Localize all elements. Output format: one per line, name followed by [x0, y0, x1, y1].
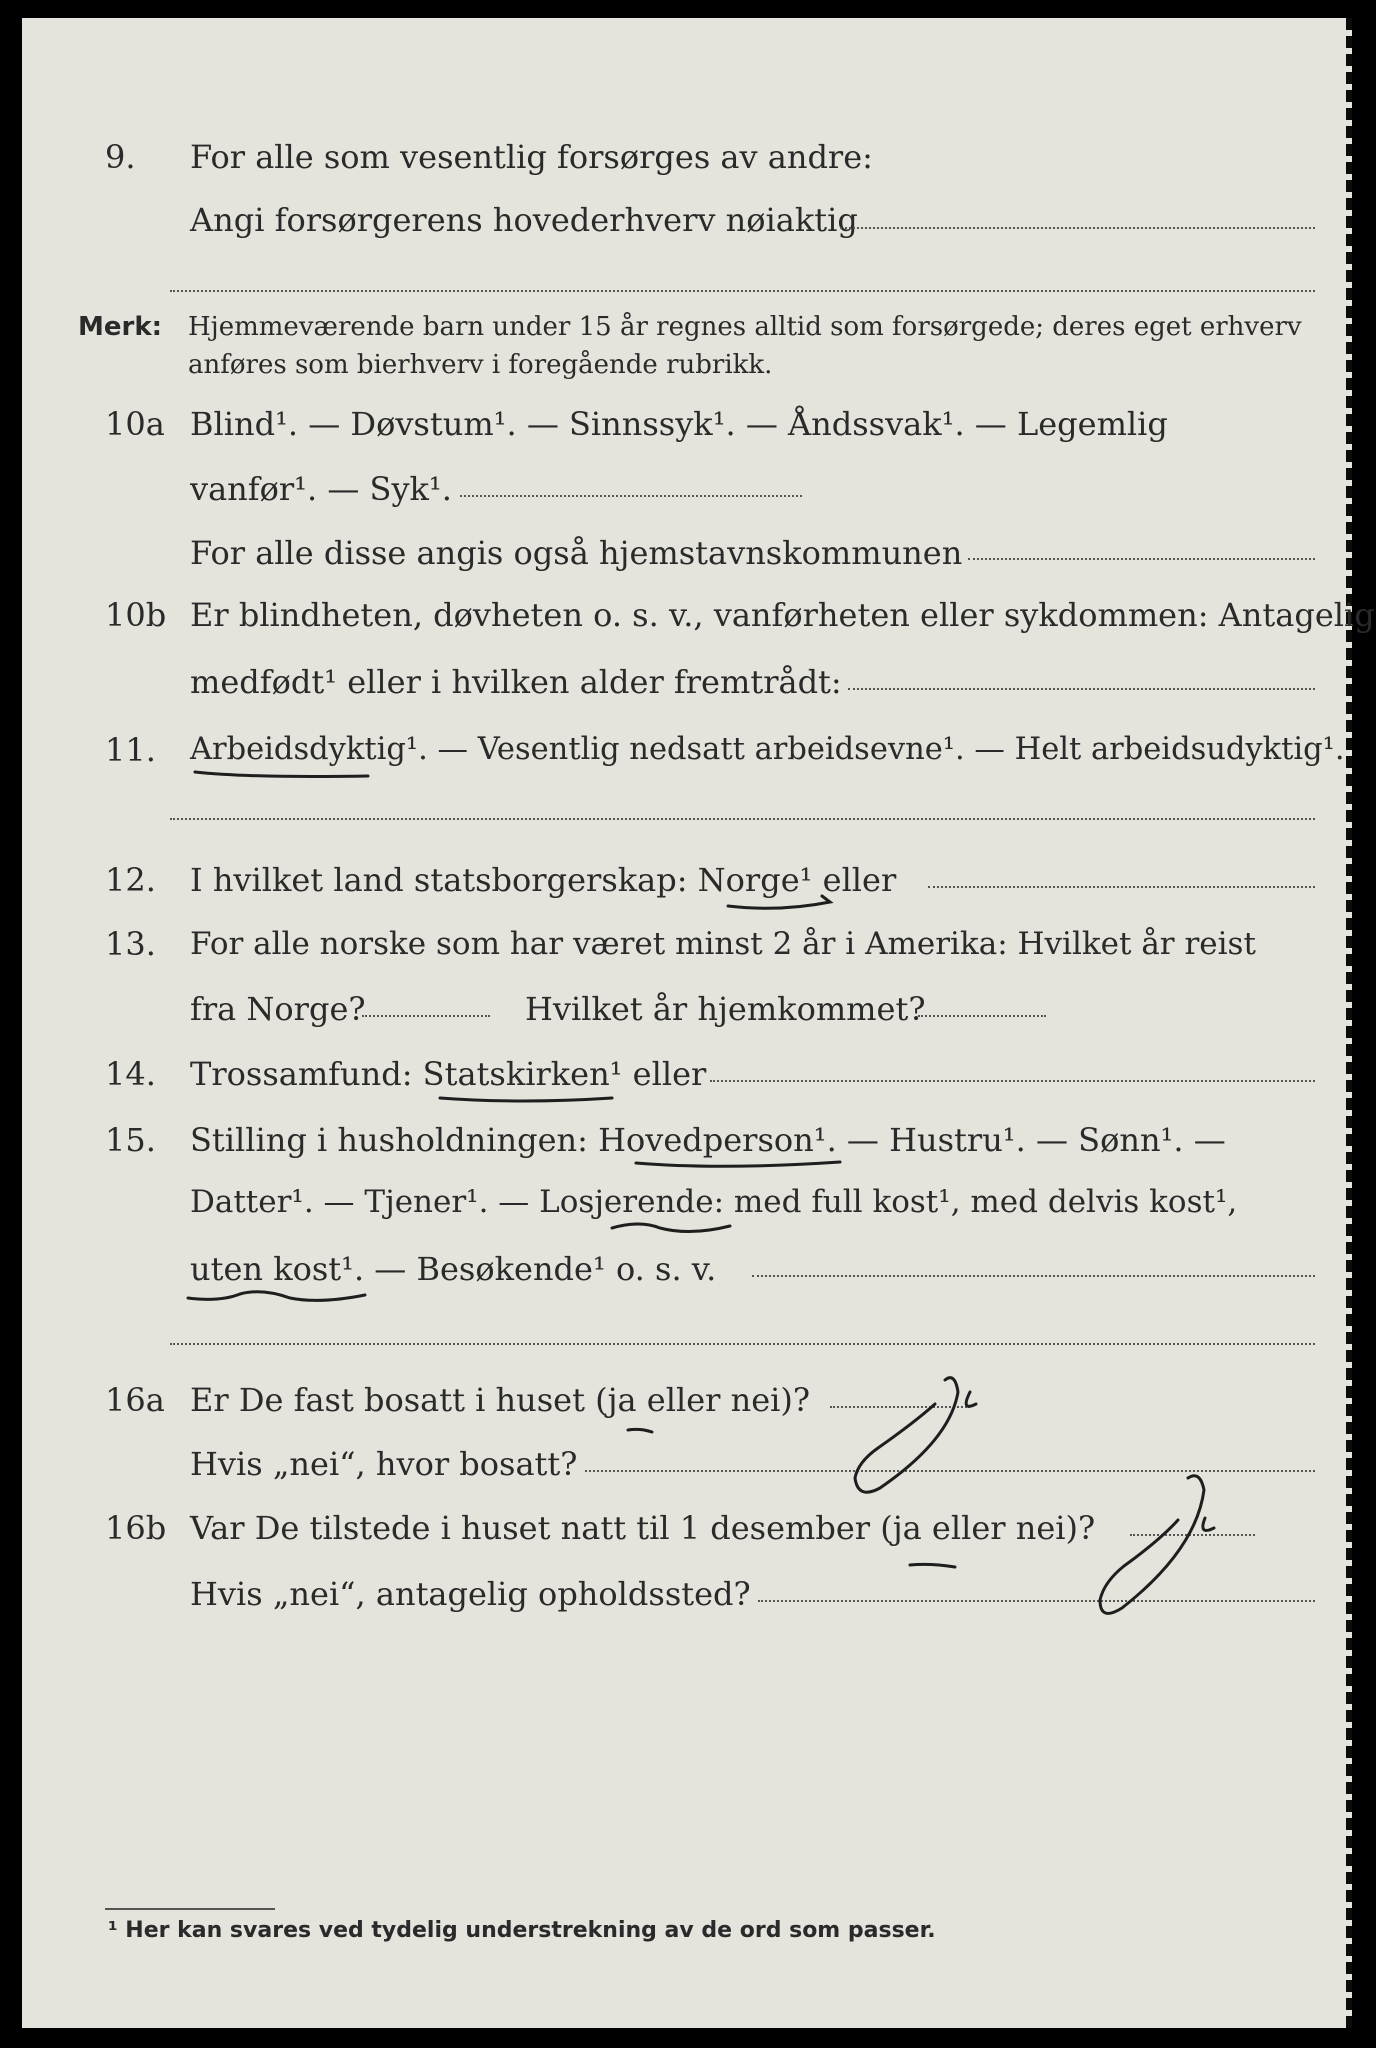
answer-line[interactable]	[848, 688, 1315, 690]
note-label: Merk:	[78, 312, 163, 342]
question-15	[105, 1118, 1315, 1162]
question-16a-line-2	[105, 1442, 1315, 1486]
question-text: Blind¹. — Døvstum¹. — Sinnssyk¹. — Åndssvak¹. — Legemlig	[190, 405, 1168, 443]
question-text: Stilling i husholdningen: Hovedperson¹. — Hustru¹. — Sønn¹. —	[190, 1121, 1226, 1159]
answer-line[interactable]	[752, 1275, 1315, 1277]
question-10a	[105, 402, 1315, 446]
question-text: Er De fast bosatt i huset (ja eller nei)?	[190, 1381, 811, 1419]
question-text: Angi forsørgerens hovederhverv nøiaktig	[190, 201, 858, 239]
answer-line[interactable]	[830, 1406, 970, 1408]
question-text: Hvis „nei“, antagelig opholdssted?	[190, 1575, 751, 1613]
question-text: Er blindheten, døvheten o. s. v., vanførheten eller sykdommen: Antagelig	[190, 596, 1375, 634]
question-text: Hvis „nei“, hvor bosatt?	[190, 1445, 578, 1483]
separator-line	[170, 1343, 1315, 1345]
question-13-line-2	[105, 987, 1315, 1031]
question-10b	[105, 593, 1375, 637]
question-number: 13.	[105, 925, 156, 963]
question-text: medfødt¹ eller i hvilken alder fremtrådt:	[190, 663, 842, 701]
question-number: 15.	[105, 1121, 156, 1159]
answer-line[interactable]	[362, 1015, 490, 1017]
separator-line	[170, 290, 1315, 292]
question-number: 10b	[105, 596, 167, 634]
question-9-line-2	[105, 198, 1315, 242]
answer-line[interactable]	[460, 495, 802, 497]
question-number: 16b	[105, 1509, 167, 1547]
question-text: Hvilket år hjemkommet?	[525, 990, 926, 1028]
question-text: Trossamfund: Statskirken¹ eller	[190, 1055, 707, 1093]
answer-line[interactable]	[928, 886, 1315, 888]
question-text: For alle norske som har været minst 2 år i Amerika: Hvilket år reist	[190, 926, 1256, 962]
question-10b-line-2	[105, 660, 1315, 704]
answer-line[interactable]	[585, 1470, 1315, 1472]
question-text: fra Norge?	[190, 990, 366, 1028]
question-9	[105, 135, 1315, 179]
question-number: 10a	[105, 405, 165, 443]
question-10a-line-3	[105, 531, 1315, 575]
question-text: uten kost¹. — Besøkende¹ o. s. v.	[190, 1250, 717, 1288]
note-text-1: Hjemmeværende barn under 15 år regnes alltid som forsørgede; deres eget erhverv	[188, 312, 1302, 342]
question-text: Datter¹. — Tjener¹. — Losjerende: med full kost¹, med delvis kost¹,	[190, 1184, 1238, 1220]
question-text: I hvilket land statsborgerskap: Norge¹ eller	[190, 861, 897, 899]
answer-line[interactable]	[840, 227, 1315, 229]
question-number: 12.	[105, 861, 156, 899]
question-12	[105, 858, 1315, 902]
question-15-line-2	[105, 1180, 1315, 1224]
question-number: 14.	[105, 1055, 156, 1093]
question-number: 9.	[105, 138, 136, 176]
question-text: Var De tilstede i huset natt til 1 desember (ja eller nei)?	[190, 1509, 1096, 1547]
answer-line[interactable]	[1130, 1534, 1255, 1536]
answer-line[interactable]	[968, 558, 1315, 560]
question-11	[105, 728, 1345, 772]
question-number: 11.	[105, 731, 156, 769]
question-text: For alle som vesentlig forsørges av andre:	[190, 138, 873, 176]
question-16b	[105, 1506, 1315, 1550]
separator-line	[170, 818, 1315, 820]
question-number: 16a	[105, 1381, 165, 1419]
question-text: Arbeidsdyktig¹. — Vesentlig nedsatt arbeidsevne¹. — Helt arbeidsudyktig¹.	[190, 732, 1345, 767]
note-text-2: anføres som bierhverv i foregående rubrikk.	[188, 350, 773, 380]
question-15-line-3	[105, 1247, 1315, 1291]
question-13	[105, 922, 1315, 966]
question-10a-line-2	[105, 467, 1315, 511]
question-14	[105, 1052, 1315, 1096]
answer-line[interactable]	[710, 1080, 1315, 1082]
question-text: For alle disse angis også hjemstavnskommunen	[190, 534, 963, 572]
question-16b-line-2	[105, 1572, 1315, 1616]
footnote-rule	[105, 1908, 275, 1910]
answer-line[interactable]	[918, 1015, 1046, 1017]
question-text: vanfør¹. — Syk¹.	[190, 470, 452, 508]
footnote: ¹ Her kan svares ved tydelig understrekning av de ord som passer.	[108, 1918, 936, 1943]
answer-line[interactable]	[758, 1600, 1315, 1602]
question-16a	[105, 1378, 1315, 1422]
